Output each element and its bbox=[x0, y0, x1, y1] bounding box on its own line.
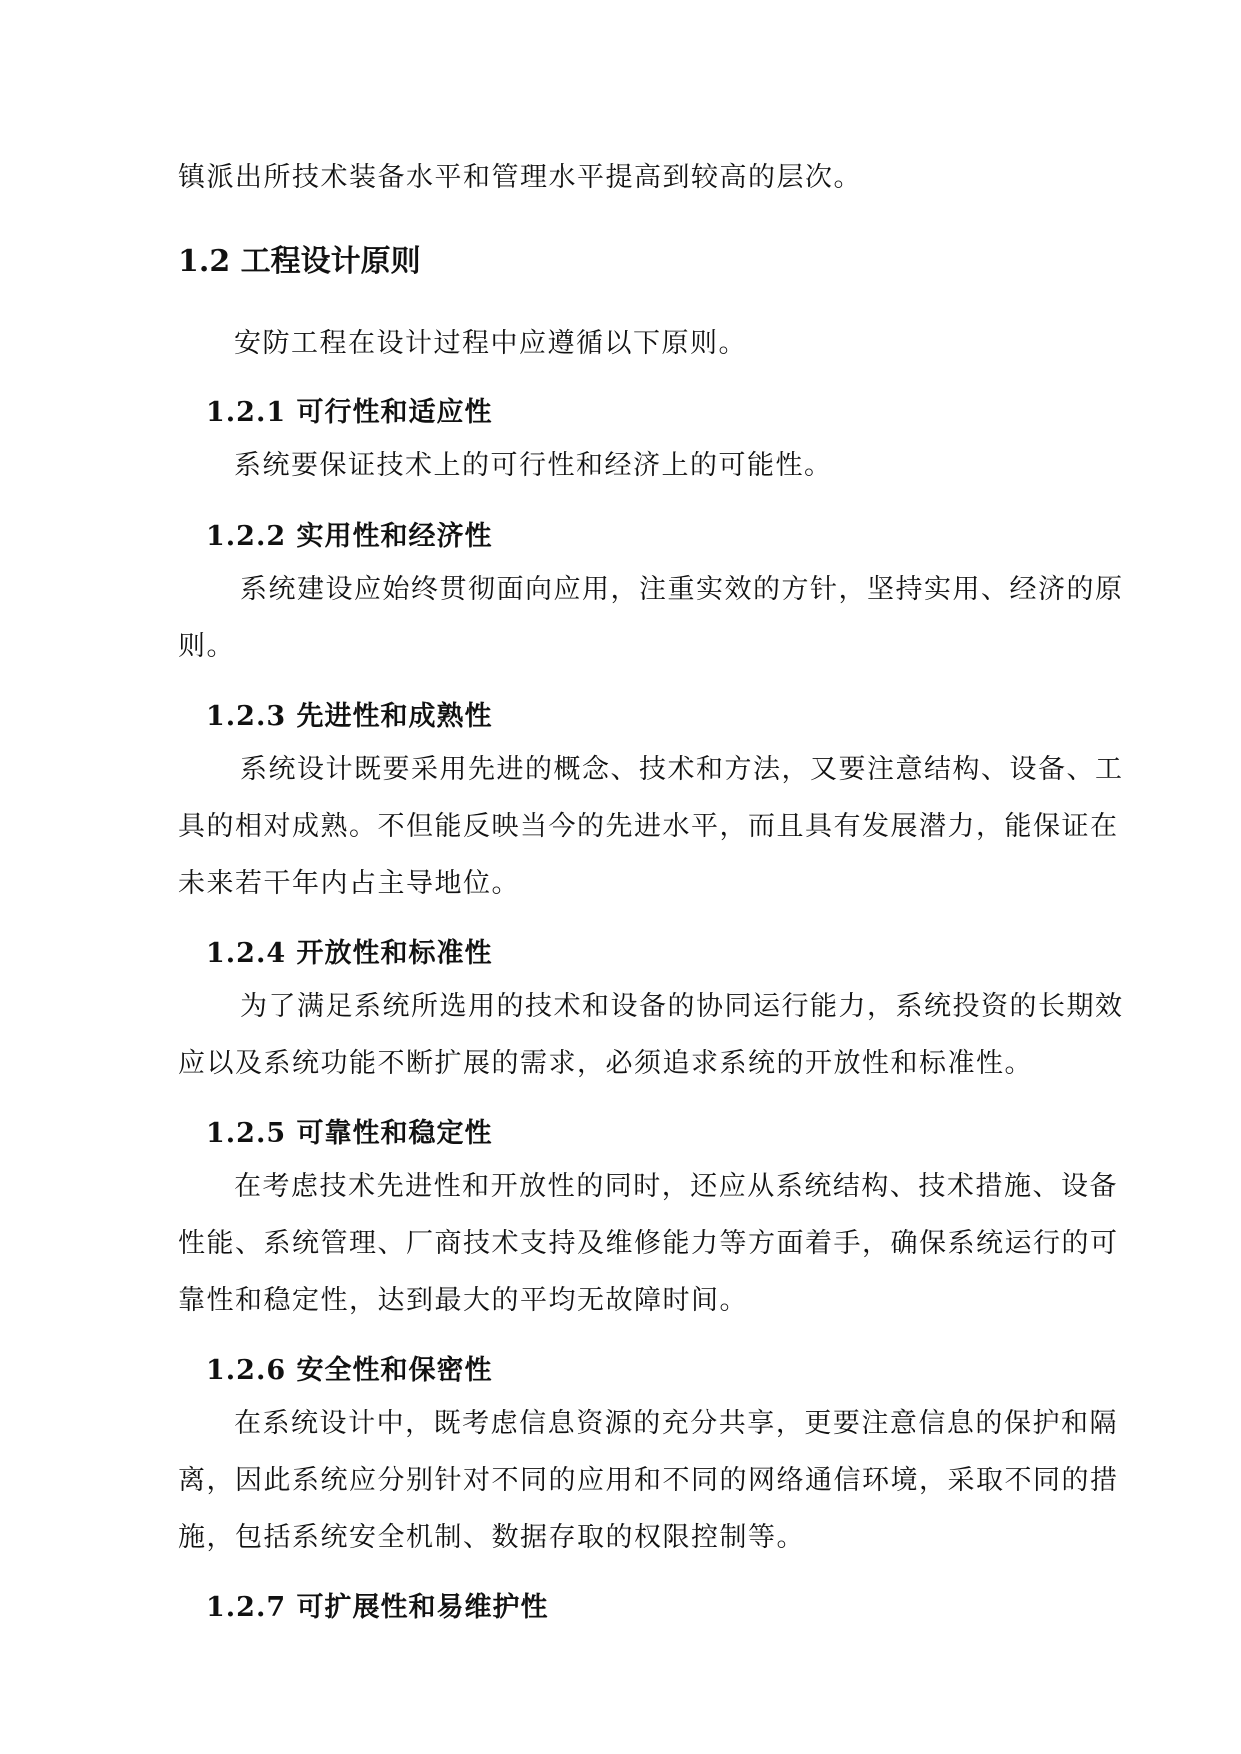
paragraph-line: 则。 bbox=[178, 631, 235, 662]
section-intro-text: 安防工程在设计过程中应遵循以下原则。 bbox=[234, 328, 747, 359]
paragraph-line: 未来若干年内占主导地位。 bbox=[178, 868, 520, 899]
paragraph-line: 性能、系统管理、厂商技术支持及维修能力等方面着手，确保系统运行的可 bbox=[178, 1228, 1119, 1259]
paragraph-line: 系统建设应始终贯彻面向应用，注重实效的方针，坚持实用、经济的原 bbox=[240, 574, 1124, 605]
subsection-heading-1-2-6: 1.2.6 安全性和保密性 bbox=[206, 1355, 493, 1386]
subsection-heading-1-2-2: 1.2.2 实用性和经济性 bbox=[206, 521, 493, 552]
subsection-heading-1-2-7: 1.2.7 可扩展性和易维护性 bbox=[206, 1592, 549, 1623]
subsection-heading-1-2-1: 1.2.1 可行性和适应性 bbox=[206, 397, 493, 428]
paragraph-line: 靠性和稳定性，达到最大的平均无故障时间。 bbox=[178, 1285, 748, 1316]
subsection-heading-1-2-4: 1.2.4 开放性和标准性 bbox=[206, 938, 493, 969]
section-heading: 1.2 工程设计原则 bbox=[178, 244, 421, 279]
paragraph-line: 为了满足系统所选用的技术和设备的协同运行能力，系统投资的长期效 bbox=[240, 991, 1124, 1022]
intro-tail-text: 镇派出所技术装备水平和管理水平提高到较高的层次。 bbox=[178, 162, 862, 193]
paragraph-line: 系统要保证技术上的可行性和经济上的可能性。 bbox=[234, 450, 833, 481]
paragraph-line: 在考虑技术先进性和开放性的同时，还应从系统结构、技术措施、设备 bbox=[234, 1171, 1118, 1202]
paragraph-line: 在系统设计中，既考虑信息资源的充分共享，更要注意信息的保护和隔 bbox=[234, 1408, 1118, 1439]
subsection-heading-1-2-3: 1.2.3 先进性和成熟性 bbox=[206, 701, 493, 732]
paragraph-line: 具的相对成熟。不但能反映当今的先进水平，而且具有发展潜力，能保证在 bbox=[178, 811, 1119, 842]
paragraph-line: 系统设计既要采用先进的概念、技术和方法，又要注意结构、设备、工 bbox=[240, 754, 1124, 785]
paragraph-line: 应以及系统功能不断扩展的需求，必须追求系统的开放性和标准性。 bbox=[178, 1048, 1033, 1079]
paragraph-line: 施，包括系统安全机制、数据存取的权限控制等。 bbox=[178, 1522, 805, 1553]
subsection-heading-1-2-5: 1.2.5 可靠性和稳定性 bbox=[206, 1118, 493, 1149]
paragraph-line: 离，因此系统应分别针对不同的应用和不同的网络通信环境，采取不同的措 bbox=[178, 1465, 1119, 1496]
